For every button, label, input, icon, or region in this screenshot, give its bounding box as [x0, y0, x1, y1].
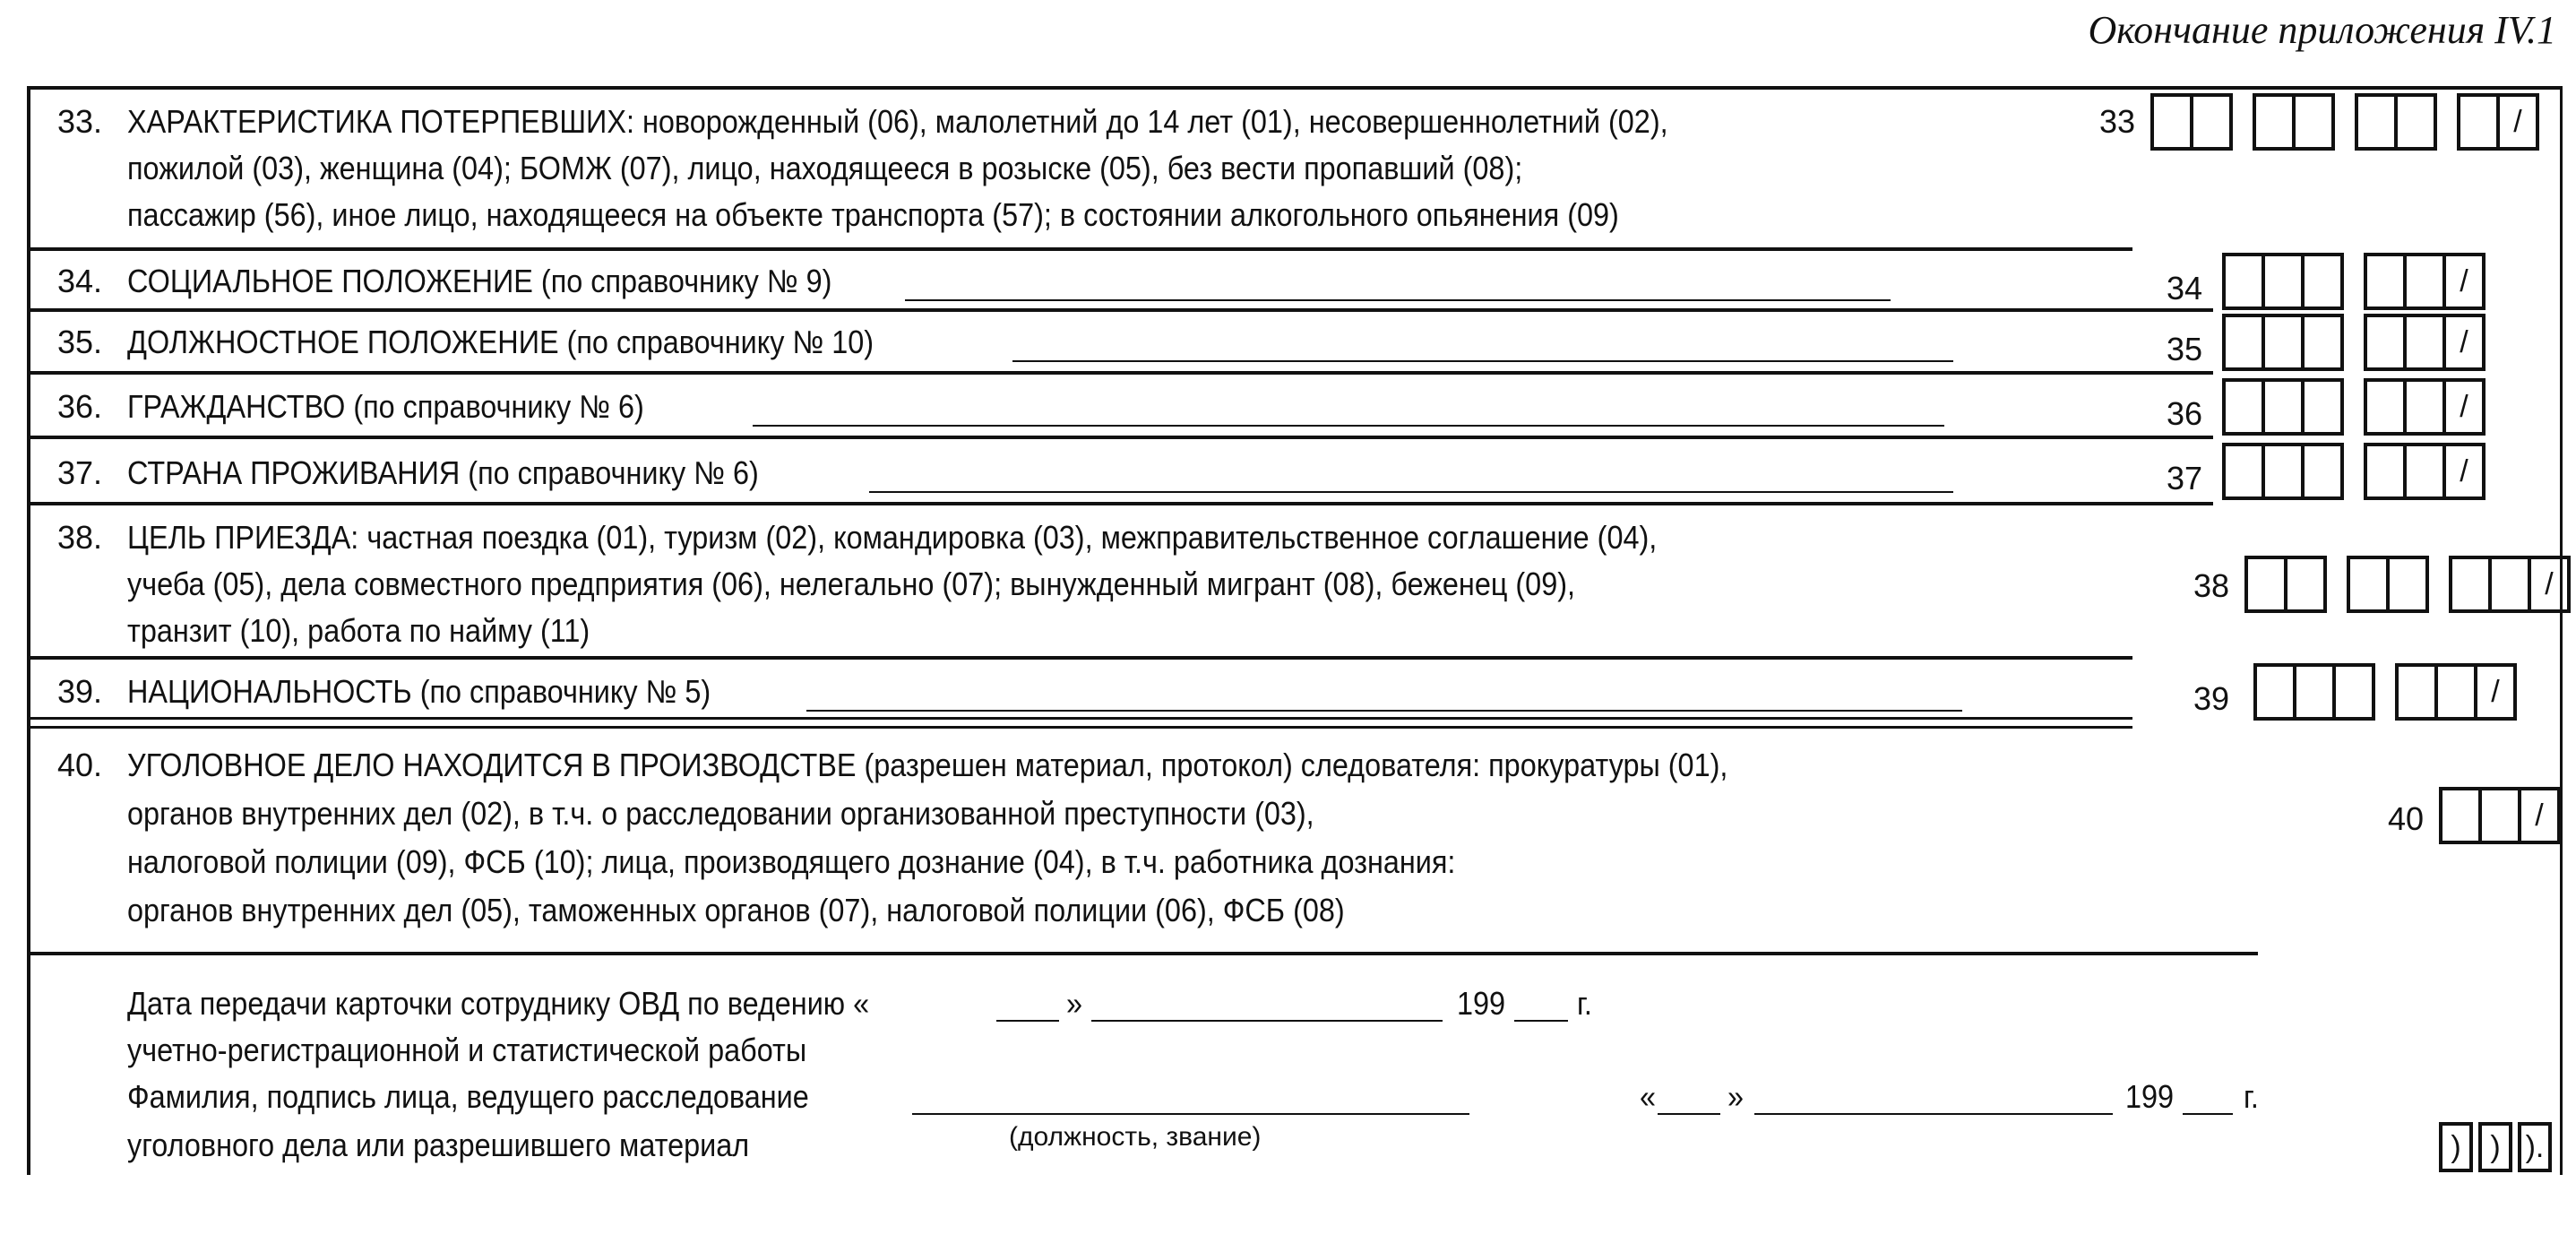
transfer-date-label: Дата передачи карточки сотруднику ОВД по ведению « — [127, 985, 870, 1022]
item-38-code-label: 38 — [2193, 567, 2230, 604]
item-36-number: 36. — [57, 388, 103, 425]
item-38-line-2: учеба (05), дела совместного предприятия (06), нелегально (07); вынужденный мигрант (08), беженец (09), — [127, 566, 1576, 602]
item-34-code-boxes[interactable] — [2222, 253, 2486, 310]
item-40-code-boxes[interactable] — [2439, 787, 2561, 844]
slash-mark: / — [2491, 675, 2500, 709]
item-39-number: 39. — [57, 673, 103, 710]
item-37-fill-line[interactable] — [869, 491, 1953, 493]
investigator-year-suffix: г. — [2244, 1078, 2259, 1115]
divider — [27, 656, 2132, 660]
page-title: Окончание приложения IV.1 — [2088, 8, 2556, 52]
transfer-year-field[interactable] — [1514, 1020, 1568, 1022]
transfer-quote-close: » — [1066, 985, 1083, 1022]
item-36-fill-line[interactable] — [753, 425, 1944, 427]
investigator-label-cont: уголовного дела или разрешившего материал — [127, 1127, 750, 1163]
double-divider — [27, 717, 2132, 729]
item-37-number: 37. — [57, 454, 103, 491]
investigator-signature-field[interactable] — [912, 1113, 1469, 1115]
slash-mark: / — [2513, 105, 2522, 139]
divider — [27, 308, 2213, 312]
divider — [27, 436, 2213, 439]
investigator-quote-open: « — [1640, 1078, 1657, 1115]
item-33-code-boxes[interactable] — [2150, 93, 2539, 151]
item-40-line-3: налоговой полиции (09), ФСБ (10); лица, производящего дознание (04), в т.ч. работника дознания: — [127, 843, 1456, 880]
corner-mark-2: ) — [2490, 1130, 2501, 1164]
corner-mark-1: ) — [2451, 1130, 2461, 1164]
slash-mark: / — [2460, 325, 2468, 359]
item-40-number: 40. — [57, 747, 103, 783]
item-33-line-1: ХАРАКТЕРИСТИКА ПОТЕРПЕВШИХ: новорожденный (06), малолетний до 14 лет (01), несовершеннолетний (02), — [127, 103, 1668, 140]
item-38-number: 38. — [57, 519, 103, 556]
item-37-code-label: 37 — [2167, 460, 2203, 496]
item-36-label: ГРАЖДАНСТВО (по справочнику № 6) — [127, 388, 644, 425]
item-38-line-3: транзит (10), работа по найму (11) — [127, 612, 590, 649]
item-37-code-boxes[interactable] — [2222, 443, 2486, 500]
transfer-year-prefix: 199 — [1457, 985, 1506, 1022]
slash-mark: / — [2535, 799, 2544, 833]
divider — [27, 952, 2258, 955]
item-36-code-boxes[interactable] — [2222, 378, 2486, 436]
investigator-month-field[interactable] — [1754, 1113, 2113, 1115]
investigator-label: Фамилия, подпись лица, ведущего расследование — [127, 1078, 809, 1115]
item-39-label: НАЦИОНАЛЬНОСТЬ (по справочнику № 5) — [127, 673, 711, 710]
divider — [27, 371, 2213, 375]
transfer-day-field[interactable] — [996, 1020, 1059, 1022]
divider — [27, 502, 2213, 505]
slash-mark: / — [2460, 264, 2468, 298]
slash-mark: / — [2545, 567, 2554, 601]
item-35-number: 35. — [57, 324, 103, 360]
item-37-label: СТРАНА ПРОЖИВАНИЯ (по справочнику № 6) — [127, 454, 759, 491]
investigator-year-field[interactable] — [2183, 1113, 2233, 1115]
item-33-line-3: пассажир (56), иное лицо, находящееся на объекте транспорта (57); в состоянии алкогольного опьянения (09) — [127, 196, 1619, 233]
corner-mark-3: ). — [2525, 1130, 2545, 1164]
corner-marks — [2439, 1122, 2552, 1172]
slash-mark: / — [2460, 454, 2468, 488]
investigator-day-field[interactable] — [1658, 1113, 1720, 1115]
item-34-label: СОЦИАЛЬНОЕ ПОЛОЖЕНИЕ (по справочнику № 9) — [127, 263, 832, 299]
item-39-fill-line[interactable] — [806, 710, 1962, 712]
item-38-line-1: ЦЕЛЬ ПРИЕЗДА: частная поездка (01), туризм (02), командировка (03), межправительственное соглашение (04), — [127, 519, 1658, 556]
item-33-number: 33. — [57, 103, 103, 140]
item-35-code-label: 35 — [2167, 331, 2203, 367]
item-35-fill-line[interactable] — [1012, 360, 1953, 362]
item-40-line-2: органов внутренних дел (02), в т.ч. о расследовании организованной преступности (03), — [127, 795, 1314, 832]
item-39-code-boxes[interactable] — [2253, 663, 2517, 721]
item-40-line-4: органов внутренних дел (05), таможенных органов (07), налоговой полиции (06), ФСБ (08) — [127, 892, 1345, 928]
item-33-line-2: пожилой (03), женщина (04); БОМЖ (07), лицо, находящееся в розыске (05), без вести пропавший (08); — [127, 150, 1523, 186]
item-34-code-label: 34 — [2167, 270, 2203, 307]
item-40-line-1: УГОЛОВНОЕ ДЕЛО НАХОДИТСЯ В ПРОИЗВОДСТВЕ (разрешен материал, протокол) следователя: прокуратуры (01), — [127, 747, 1728, 783]
item-36-code-label: 36 — [2167, 395, 2203, 432]
item-33-code-label: 33 — [2099, 103, 2136, 140]
item-38-code-boxes[interactable] — [2244, 556, 2571, 613]
investigator-year-prefix: 199 — [2125, 1078, 2175, 1115]
item-35-code-boxes[interactable] — [2222, 314, 2486, 371]
transfer-month-field[interactable] — [1091, 1020, 1443, 1022]
investigator-quote-close: » — [1727, 1078, 1745, 1115]
item-40-code-label: 40 — [2388, 800, 2425, 837]
divider — [27, 247, 2132, 251]
position-rank-caption: (должность, звание) — [1009, 1122, 1262, 1152]
transfer-year-suffix: г. — [1577, 985, 1592, 1022]
item-34-number: 34. — [57, 263, 103, 299]
slash-mark: / — [2460, 390, 2468, 424]
transfer-date-label-cont: учетно-регистрационной и статистической работы — [127, 1032, 807, 1068]
item-34-fill-line[interactable] — [905, 299, 1891, 301]
item-39-code-label: 39 — [2193, 680, 2230, 717]
item-35-label: ДОЛЖНОСТНОЕ ПОЛОЖЕНИЕ (по справочнику № 10) — [127, 324, 874, 360]
